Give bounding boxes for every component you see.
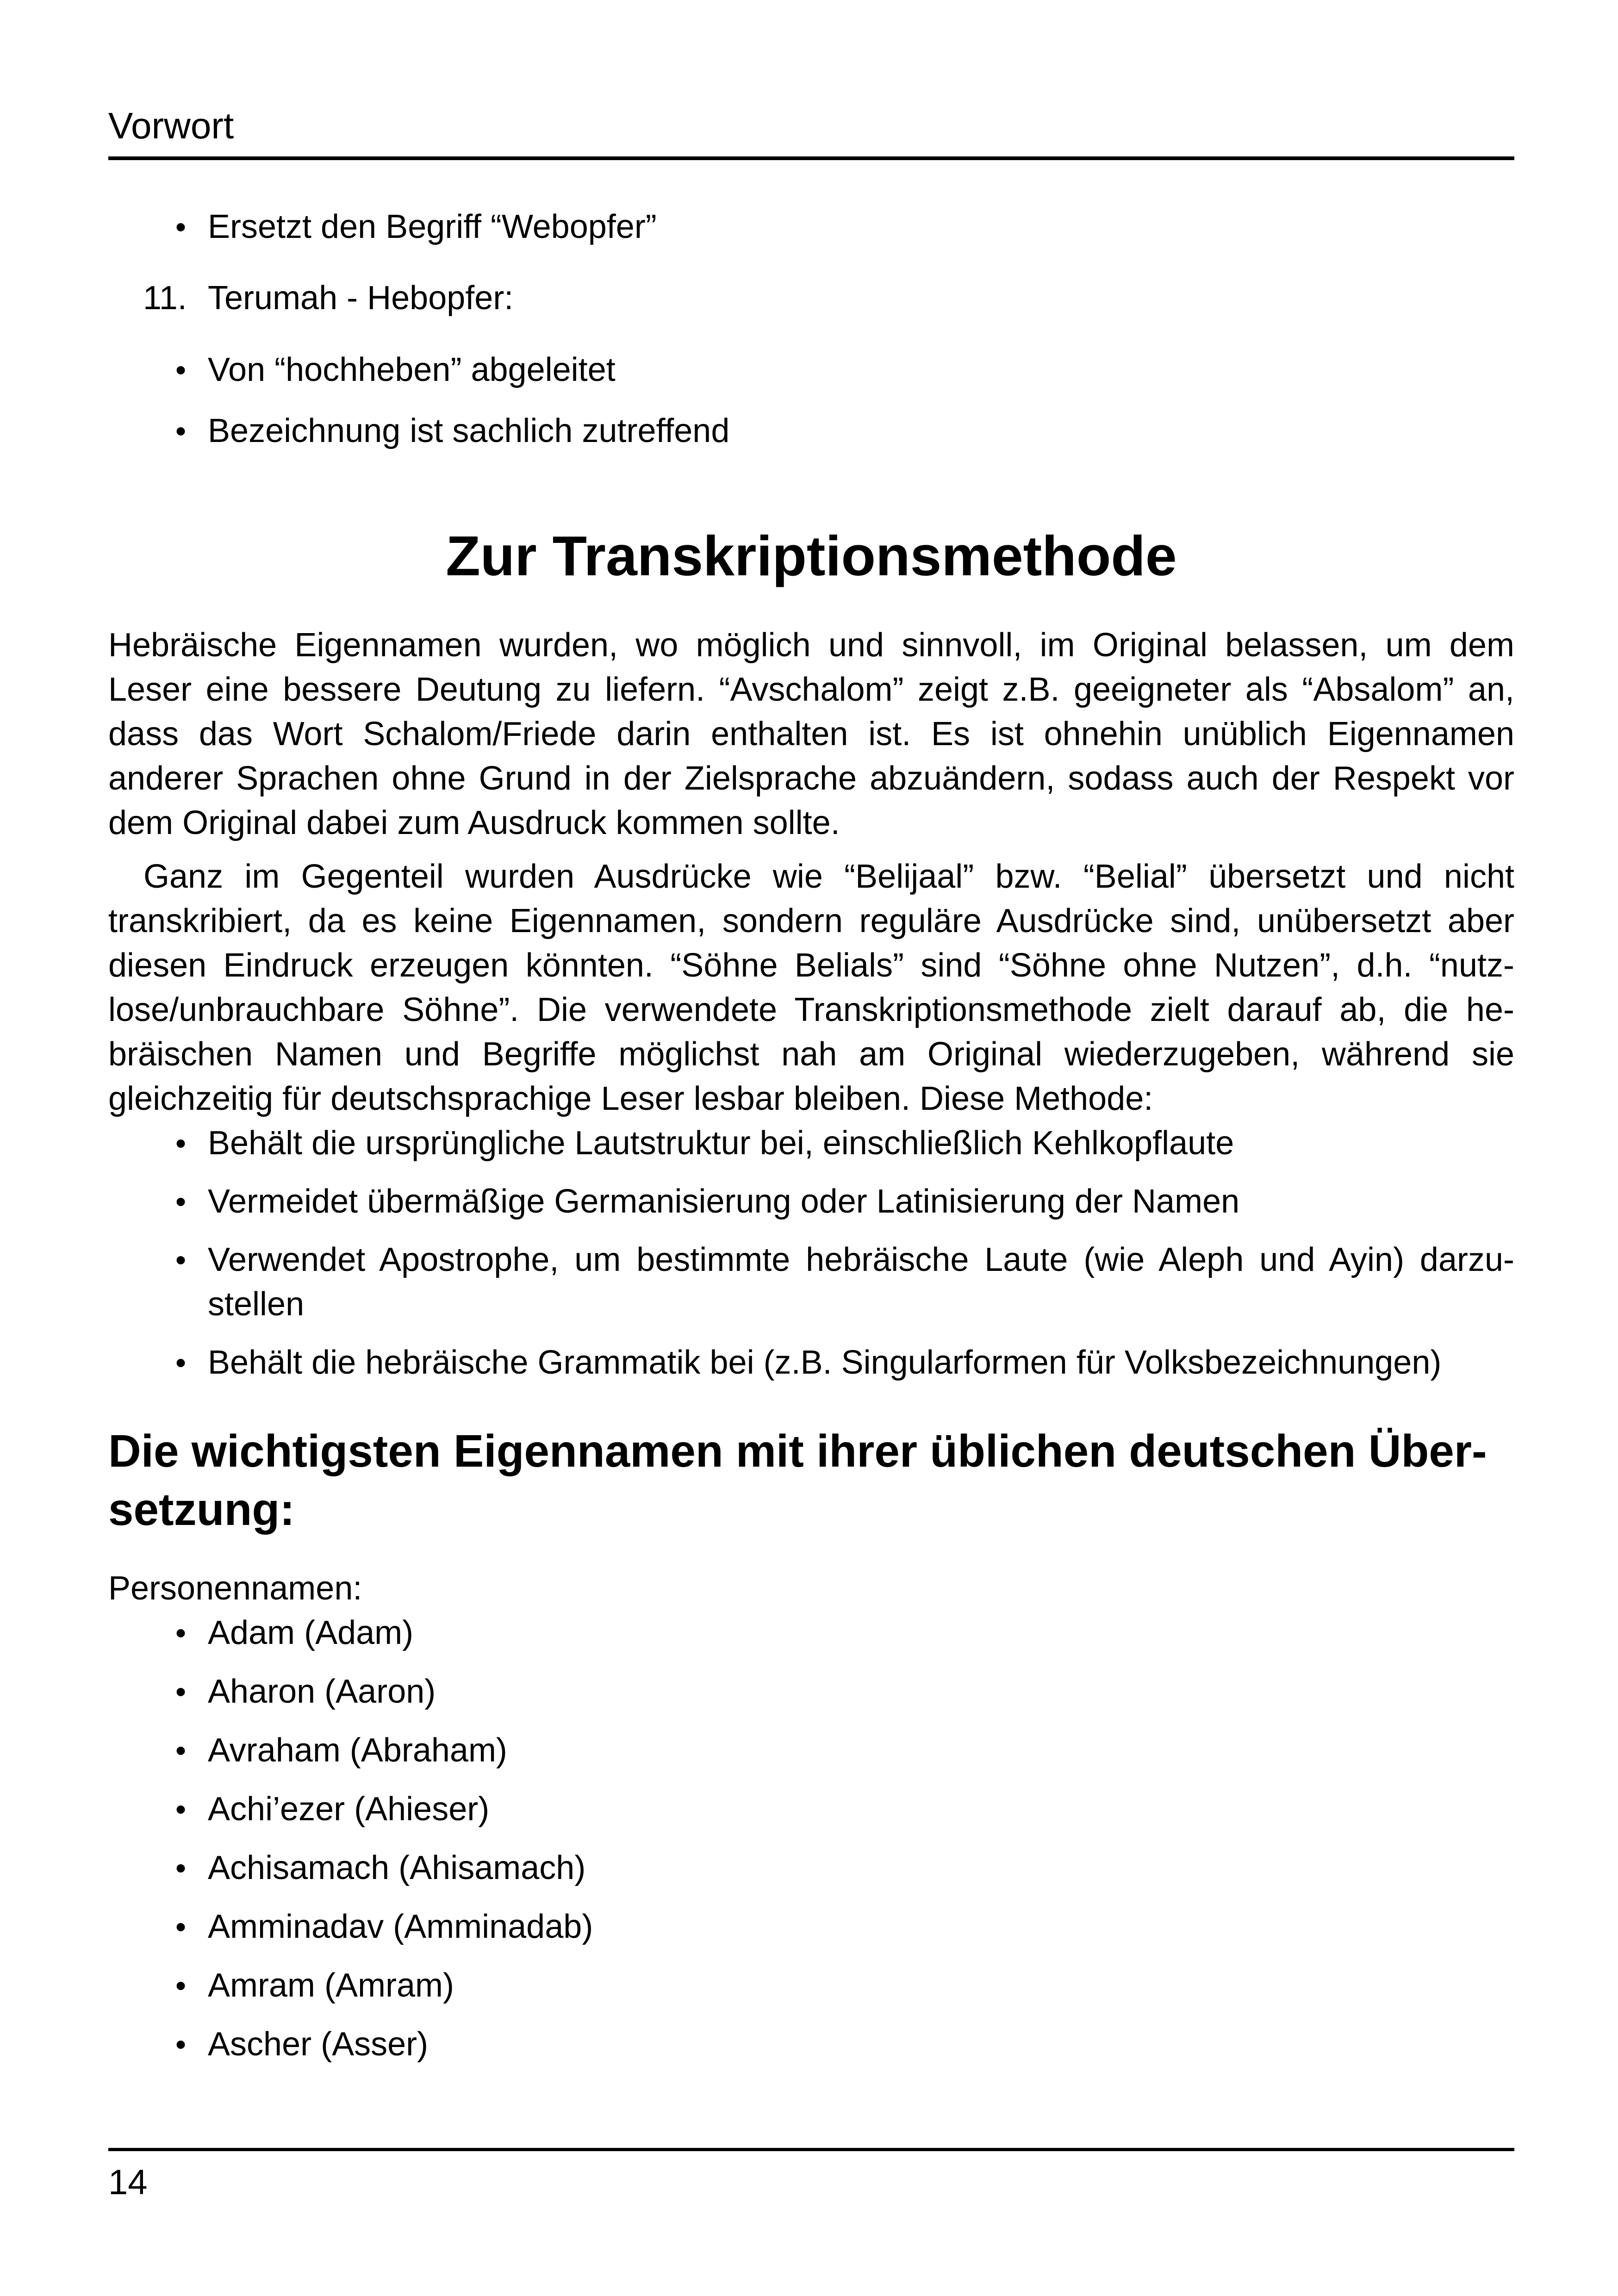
bullet-icon: • bbox=[175, 1851, 187, 1885]
list-item bbox=[108, 1611, 1514, 1655]
bullet-icon: • bbox=[175, 2027, 187, 2061]
section-title: Zur Transkriptionsmethode bbox=[446, 524, 1177, 587]
bullet-icon: • bbox=[175, 1243, 187, 1277]
list-item-text: Behält die ursprüngliche Lautstruktur bei, einschließlich Kehlkopflaute bbox=[208, 1125, 1234, 1162]
list-item bbox=[108, 1963, 1514, 2008]
list-item bbox=[108, 1787, 1514, 1831]
header-title: Vorwort bbox=[108, 105, 234, 146]
numbered-item-text: Terumah - Hebopfer: bbox=[208, 280, 514, 317]
list-item bbox=[108, 409, 1514, 453]
list-item-text: Ersetzt den Begriff “Webopfer” bbox=[208, 208, 657, 245]
list-item bbox=[108, 1669, 1514, 1714]
bullet-icon: • bbox=[175, 353, 187, 387]
list-item-text: Von “hochheben” abgeleitet bbox=[208, 351, 616, 388]
paragraph: Hebräische Eigennamen wurden, wo möglich und sinnvoll, im Original belassen, um dem Leser eine bessere Deutung zu liefern. “Avschalom” zeigt z.B. geeigneter als “Absalom” an, dass das Wort Schalom/Friede darin enthalten ist. Es ist ohnehin unüblich Eigennamen anderer Sprachen ohne Grund in der Zielsprache abzuändern, sodass auch der Respekt vor dem Original dabei zum Ausdruck kommen sollte. bbox=[108, 627, 1514, 841]
list-item-text: Behält die hebräische Grammatik bei (z.B. Singularformen für Volksbezeichnungen) bbox=[208, 1344, 1442, 1381]
list-item bbox=[108, 1340, 1514, 1385]
list-item-text: Achisamach (Ahisamach) bbox=[208, 1849, 586, 1886]
intro-sublist bbox=[108, 348, 1514, 453]
bullet-icon: • bbox=[175, 1792, 187, 1826]
list-item bbox=[108, 1728, 1514, 1773]
list-item bbox=[108, 2022, 1514, 2066]
list-item-text: Bezeichnung ist sachlich zutreffend bbox=[208, 412, 730, 449]
list-item-text: Amram (Amram) bbox=[208, 1967, 454, 2004]
page-footer bbox=[108, 2148, 1514, 2205]
bullet-icon: • bbox=[175, 1184, 187, 1219]
list-item bbox=[108, 1121, 1514, 1165]
list-item bbox=[108, 1238, 1514, 1326]
list-item-text: Aharon (Aaron) bbox=[208, 1673, 436, 1710]
list-item-text: Ascher (Asser) bbox=[208, 2026, 429, 2063]
footer-rule bbox=[108, 2148, 1514, 2151]
names-list bbox=[108, 1611, 1514, 2066]
bullet-icon: • bbox=[175, 1733, 187, 1767]
paragraph: Ganz im Gegenteil wurden Ausdrücke wie “Belijaal” bzw. “Belial” übersetzt und nicht transkribiert, da es keine Eigennamen, sondern reguläre Ausdrücke sind, unübersetzt aber diesen Eindruck erzeugen könnten. “Söhne Belials” sind “Söhne ohne Nutzen”, d.h. “nutz- lose/unbrauchbare Söhne”. Die verwendete Transkriptionsmethode zielt darauf ab, die he- bräischen Namen und Begriffe möglichst nah am Original wiederzugeben, während sie gleichzeitig für deutschsprachige Leser lesbar bleiben. Diese Methode: bbox=[108, 858, 1514, 1117]
bullet-icon: • bbox=[175, 1674, 187, 1709]
bullet-icon: • bbox=[175, 210, 187, 244]
bullet-icon: • bbox=[175, 1968, 187, 2003]
list-item-text: Avraham (Abraham) bbox=[208, 1732, 507, 1769]
list-item bbox=[108, 205, 1514, 249]
bullet-icon: • bbox=[175, 1345, 187, 1380]
bullet-icon: • bbox=[175, 1126, 187, 1160]
list-item-text: Vermeidet übermäßige Germanisierung oder Latinisierung der Namen bbox=[208, 1183, 1240, 1220]
intro-list bbox=[108, 205, 1514, 249]
list-item bbox=[108, 1179, 1514, 1224]
page-header bbox=[108, 0, 1514, 148]
bullet-icon: • bbox=[175, 414, 187, 448]
list-item bbox=[108, 1846, 1514, 1890]
page-number: 14 bbox=[108, 2163, 148, 2202]
subsection-title: Die wichtigsten Eigennamen mit ihrer üblichen deutschen Über- setzung: bbox=[108, 1425, 1487, 1535]
list-item-text: Amminadav (Amminadab) bbox=[208, 1908, 593, 1945]
bullet-icon: • bbox=[175, 1910, 187, 1944]
numbered-item bbox=[108, 276, 1514, 320]
header-rule bbox=[108, 156, 1514, 160]
list-item bbox=[108, 348, 1514, 392]
list-item-text: Adam (Adam) bbox=[208, 1614, 414, 1651]
list-item bbox=[108, 1904, 1514, 1949]
bullet-icon: • bbox=[175, 1616, 187, 1650]
names-intro: Personennamen: bbox=[108, 1570, 362, 1607]
list-item-text: Verwendet Apostrophe, um bestimmte hebräische Laute (wie Aleph und Ayin) darzu- stellen bbox=[208, 1241, 1514, 1323]
item-number: 11. bbox=[143, 280, 187, 317]
method-list bbox=[108, 1121, 1514, 1385]
list-item-text: Achi’ezer (Ahieser) bbox=[208, 1791, 490, 1828]
